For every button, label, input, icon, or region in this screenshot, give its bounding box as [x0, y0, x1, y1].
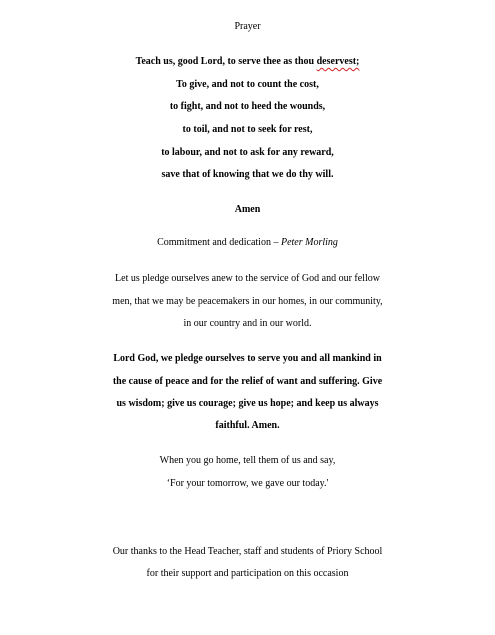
commitment-para-line-3: in our country and in our world. [183, 318, 312, 329]
commitment-title-text: Commitment and dedication – [157, 237, 281, 248]
prayer-line-6: save that of knowing that we do thy will. [161, 169, 334, 180]
thanks-line-2: for their support and participation on this occasion [146, 568, 349, 579]
prayer-line-3: to fight, and not to heed the wounds, [169, 101, 326, 112]
response-line-1: Lord God, we pledge ourselves to serve you and all mankind in [113, 353, 382, 364]
prayer-heading: Prayer [234, 21, 261, 32]
epitaph-line-1: When you go home, tell them of us and say, [159, 455, 336, 466]
commitment-title [0, 232, 495, 254]
prayer-line-1 [0, 51, 495, 73]
thanks-line-1: Our thanks to the Head Teacher, staff and students of Priory School [112, 546, 383, 557]
commitment-para-line-1: Let us pledge ourselves anew to the service of God and our fellow [115, 273, 380, 284]
commitment-author: Peter Morling [280, 237, 338, 248]
response-line-3: us wisdom; give us courage; give us hope; and keep us always [116, 398, 379, 409]
spellcheck-word: deservest; [316, 56, 360, 67]
prayer-line-5: to labour, and not to ask for any reward, [161, 147, 334, 158]
epitaph-line-2: ‘For your tomorrow, we gave our today.' [166, 478, 329, 489]
prayer-line-2: To give, and not to count the cost, [176, 79, 319, 90]
prayer-line-1-text: Teach us, good Lord, to serve thee as thou [135, 56, 317, 67]
response-line-2: the cause of peace and for the relief of want and suffering. Give [112, 376, 383, 387]
amen-heading: Amen [234, 204, 261, 215]
commitment-para-line-2: men, that we may be peacemakers in our homes, in our community, [112, 296, 383, 307]
response-line-4: faithful. Amen. [215, 420, 280, 431]
prayer-line-4: to toil, and not to seek for rest, [182, 124, 313, 135]
